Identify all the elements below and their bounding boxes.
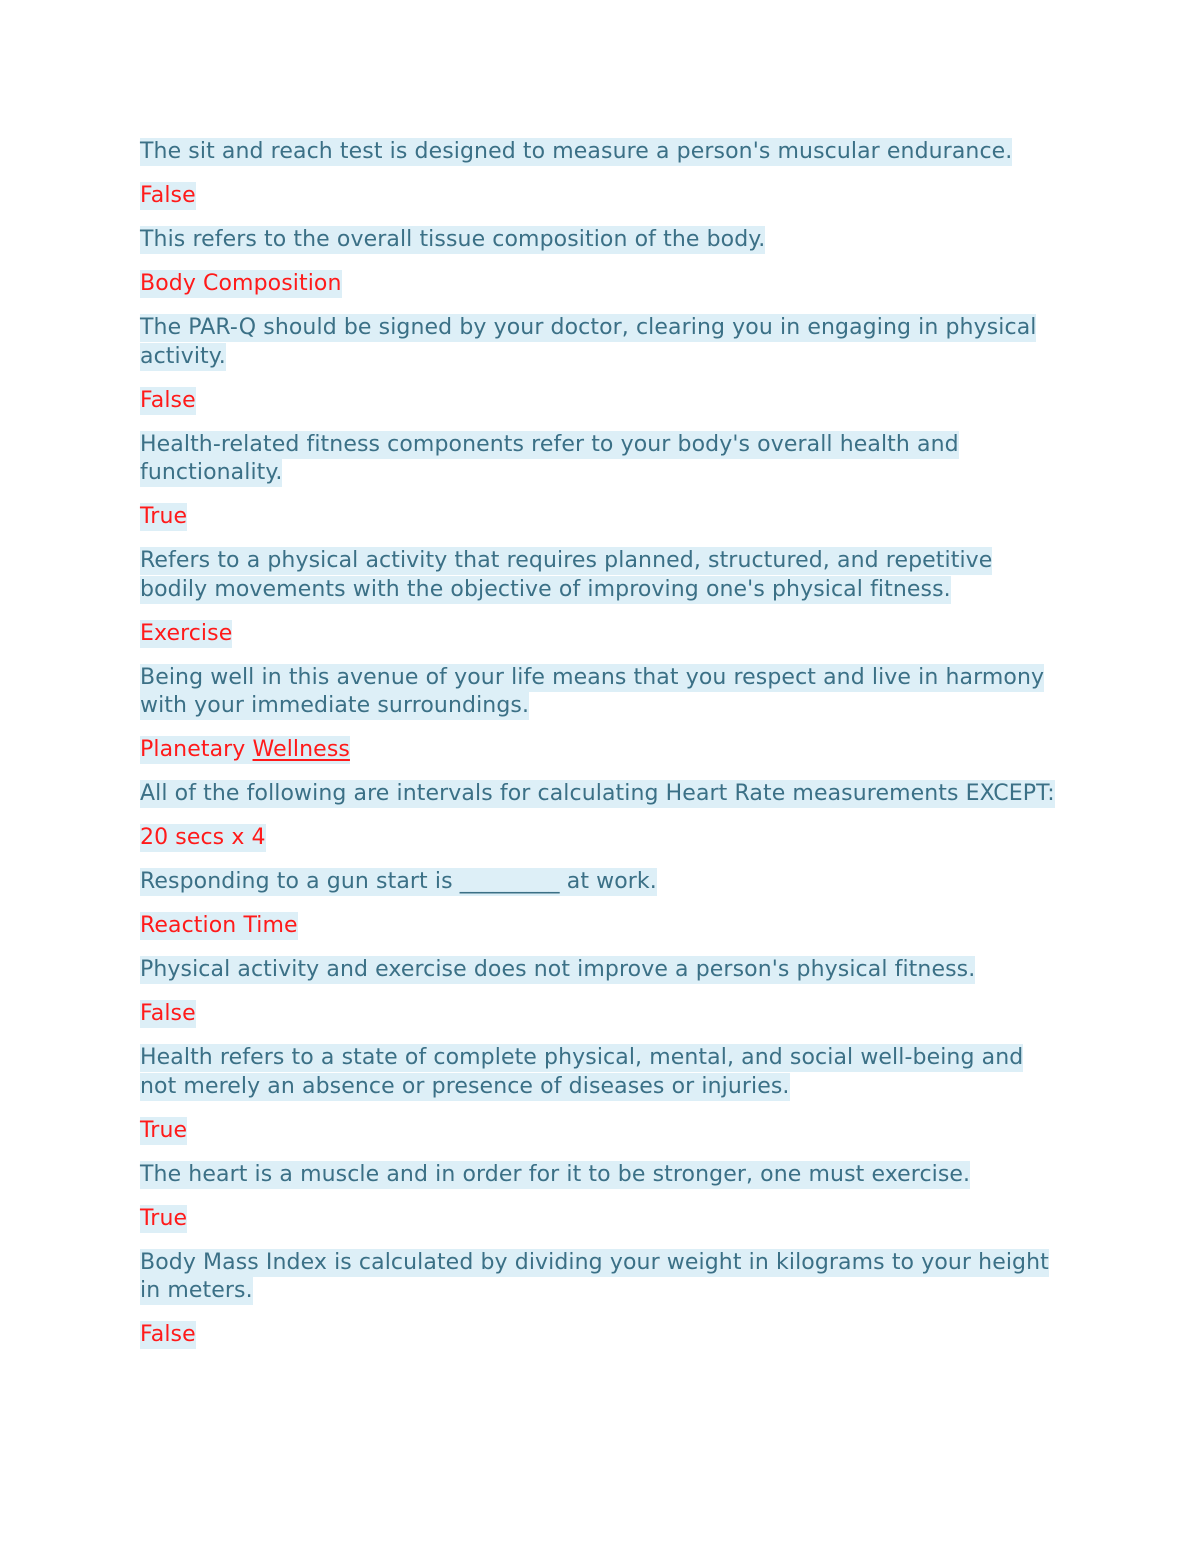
answer-7 bbox=[140, 824, 1065, 853]
answer-text: True bbox=[140, 1117, 188, 1143]
question-text: Body Mass Index is calculated by dividing your weight in kilograms to your height in meters. bbox=[140, 1249, 1049, 1303]
answer-9 bbox=[140, 1000, 1065, 1029]
question-3 bbox=[140, 314, 1065, 371]
question-text: This refers to the overall tissue composition of the body. bbox=[140, 227, 766, 252]
answer-text: False bbox=[140, 387, 196, 413]
answer-12 bbox=[140, 1321, 1065, 1350]
question-text: All of the following are intervals for calculating Heart Rate measurements EXCEPT: bbox=[140, 781, 1055, 806]
answer-11 bbox=[140, 1205, 1065, 1234]
answer-text: True bbox=[140, 504, 188, 529]
answer-text: Body Composition bbox=[140, 271, 342, 296]
answer-8 bbox=[140, 912, 1065, 941]
question-text: Responding to a gun start is _________ at work. bbox=[140, 869, 657, 894]
answer-text: Exercise bbox=[140, 620, 233, 646]
answer-4 bbox=[140, 503, 1065, 532]
question-text: Refers to a physical activity that requires planned, structured, and repetitive bodily movements with the objective of improving one's physical fitness. bbox=[140, 548, 993, 602]
question-11 bbox=[140, 1161, 1065, 1190]
question-9 bbox=[140, 956, 1065, 985]
document-body bbox=[140, 138, 1065, 1365]
question-1 bbox=[140, 138, 1065, 167]
question-text: The sit and reach test is designed to measure a person's muscular endurance. bbox=[140, 139, 1013, 164]
question-4 bbox=[140, 431, 1065, 488]
question-7 bbox=[140, 780, 1065, 809]
question-text: Being well in this avenue of your life means that you respect and live in harmony with your immediate surroundings. bbox=[140, 664, 1045, 718]
answer-1 bbox=[140, 182, 1065, 211]
question-text: The heart is a muscle and in order for it to be stronger, one must exercise. bbox=[140, 1161, 971, 1187]
answer-text-part1: Planetary bbox=[140, 737, 253, 762]
answer-5 bbox=[140, 620, 1065, 649]
question-6 bbox=[140, 664, 1065, 721]
answer-10 bbox=[140, 1117, 1065, 1146]
question-5 bbox=[140, 547, 1065, 604]
answer-text: Reaction Time bbox=[140, 913, 298, 938]
question-12 bbox=[140, 1249, 1065, 1306]
question-2 bbox=[140, 226, 1065, 255]
question-text: The PAR-Q should be signed by your doctor, clearing you in engaging in physical activity. bbox=[140, 315, 1037, 369]
answer-text: False bbox=[140, 1001, 196, 1026]
answer-text: True bbox=[140, 1205, 188, 1231]
question-text: Physical activity and exercise does not improve a person's physical fitness. bbox=[140, 957, 976, 982]
question-8 bbox=[140, 868, 1065, 897]
answer-2 bbox=[140, 270, 1065, 299]
answer-text: False bbox=[140, 1322, 196, 1347]
answer-text-underlined: Wellness bbox=[252, 737, 350, 762]
answer-3 bbox=[140, 387, 1065, 416]
question-10 bbox=[140, 1044, 1065, 1101]
question-text: Health refers to a state of complete physical, mental, and social well-being and not merely an absence or presence of diseases or injuries. bbox=[140, 1045, 1024, 1099]
answer-text: False bbox=[140, 183, 196, 208]
answer-text: 20 secs x 4 bbox=[140, 825, 266, 850]
answer-6 bbox=[140, 736, 1065, 765]
question-text: Health-related fitness components refer to your body's overall health and functionality. bbox=[140, 431, 959, 485]
